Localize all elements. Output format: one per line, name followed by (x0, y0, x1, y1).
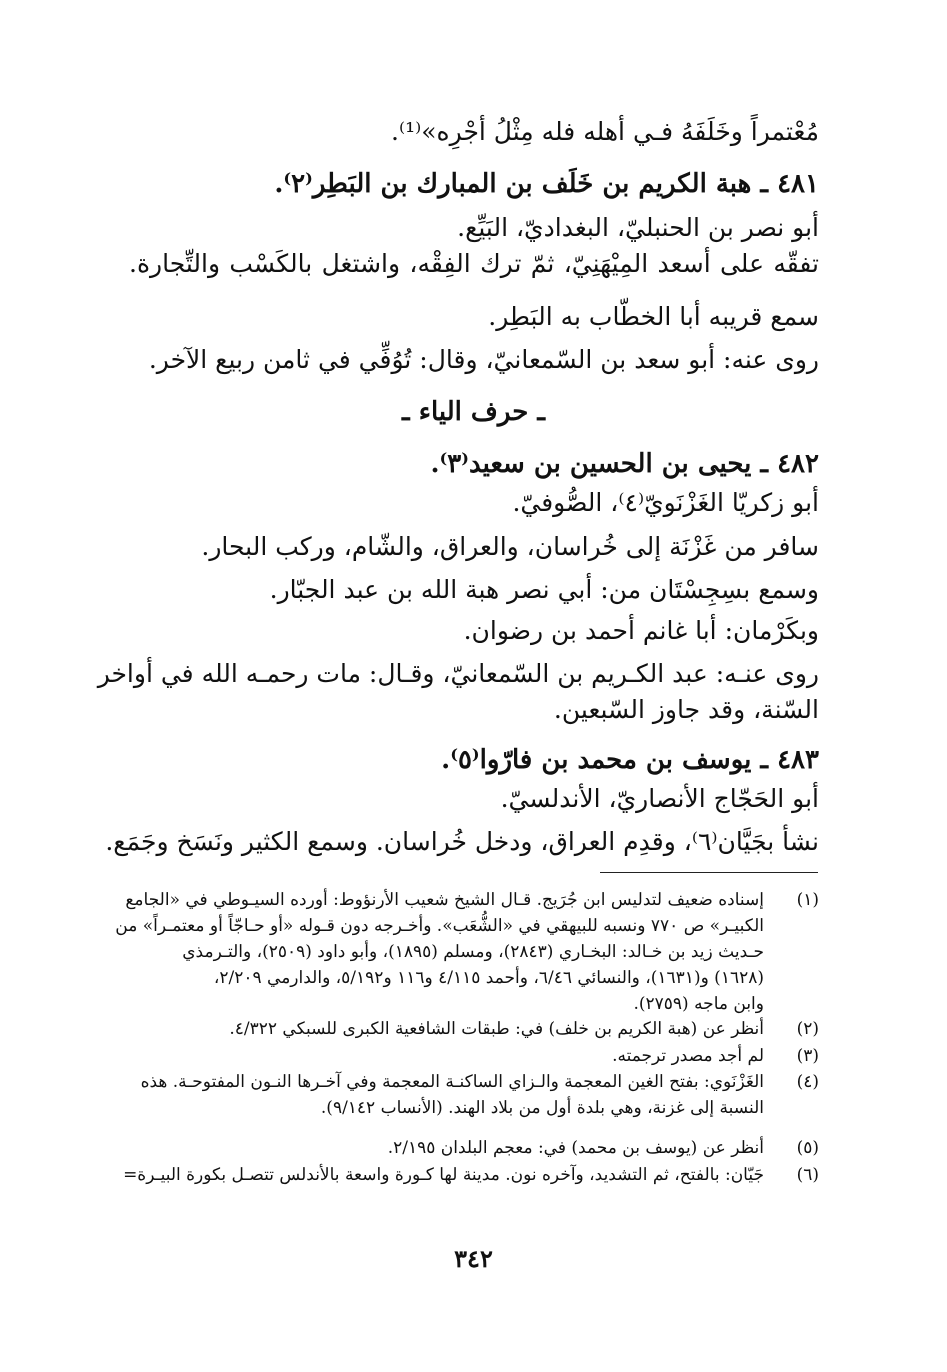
text-line: نشأ بجَيَّان⁽٦⁾، وقدِم العراق، ودخل خُراسان. وسمع الكثير ونَسَخ وجَمَع. (105, 827, 819, 856)
footnote-number: (٥) (796, 1138, 819, 1158)
text-line: أبو نصر بن الحنبليّ، البغداديّ، البَيِّع. (457, 213, 819, 242)
entry-heading-481: ٤٨١ ـ هبة الكريم بن خَلَف بن المبارك بن البَطِر⁽٢⁾. (274, 169, 819, 199)
footnote-2 (129, 1018, 819, 1041)
footnote-5 (129, 1137, 819, 1160)
footnote-number: (٤) (796, 1072, 819, 1092)
footnote-6 (123, 1164, 819, 1187)
footnote-text: جَيّان: بالفتح، ثم التشديد، وآخره نون. مدينة لها كـورة واسعة بالأندلس تتصـل بكورة البيـرة= (123, 1165, 764, 1185)
footnote-number: (٣) (796, 1046, 819, 1066)
text-line: سافر من غَزْنَة إلى خُراسان، والعراق، والشّام، وركب البحار. (201, 532, 819, 561)
footnote-3 (129, 1045, 819, 1068)
footnote-number: (١) (796, 890, 819, 910)
text-line: روى عنه: أبو سعد بن السّمعانيّ، وقال: تُوُفِّي في ثامن ربيع الآخر. (148, 345, 819, 374)
page-number: ٣٤٢ (454, 1244, 493, 1273)
text-line: السّنة، وقد جاوز السّبعين. (553, 695, 819, 724)
footnote-4 (129, 1071, 819, 1094)
text-line: مُعْتمراً وخَلَفَهُ فـي أهله فله مِثْلُ أجْرِه»⁽¹⁾. (391, 117, 819, 146)
footnote-text: الكبيـر» ص ٧٧٠ ونسبه للبيهقي في «الشُّعَب». وأخـرجه دون قـوله «أو حـاجّاً أو معتمـراً» من (115, 916, 764, 936)
footnote-text: حـديث زيد بن خـالد: البخـاري (٢٨٤٣)، ومسلم (١٨٩٥)، وأبو داود (٢٥٠٩)، والتـرمذي (182, 942, 764, 962)
footnote-text: النسبة إلى غزنة، وهي بلدة أول من بلاد الهند. (الأنساب ٩/١٤٢). (320, 1098, 764, 1118)
footnote-text: إسناده ضعيف لتدليس ابن جُرَيج. قـال الشيخ شعيب الأرنؤوط: أورده السيـوطي في «الجامع (125, 890, 764, 910)
footnote-number: (٦) (796, 1165, 819, 1185)
text-line: وبكَرْمان: أبا غانم أحمد بن رضوان. (463, 616, 819, 645)
footnote-separator (600, 872, 818, 873)
text-line: تفقّه على أسعد المِيْهَنِيّ، ثمّ ترك الفِقْه، واشتغل بالكَسْب والتِّجارة. (129, 249, 819, 278)
section-heading: ـ حرف الياء ـ (402, 397, 545, 427)
text-line: أبو الحَجّاج الأنصاريّ، الأندلسيّ. (500, 784, 819, 813)
entry-heading-483: ٤٨٣ ـ يوسف بن محمد بن فارّوا⁽٥⁾. (441, 745, 819, 775)
footnote-text: أنظر عن (يوسف بن محمد) في: معجم البلدان ٢/١٩٥. (387, 1138, 764, 1158)
text-line: سمع قريبه أبا الخطّاب به البَطِر. (488, 302, 819, 331)
footnote-text: (١٦٢٨) و(١٦٣١)، والنسائي ٦/٤٦، وأحمد ٤/١١٥ و١١٦ و٥/١٩٢، والدارمي ٢/٢٠٩، (213, 968, 764, 988)
entry-heading-482: ٤٨٢ ـ يحيى بن الحسين بن سعيد⁽٣⁾. (430, 449, 819, 479)
text-line: روى عنـه: عبد الكـريم بن السّمعانيّ، وقـال: مات رحمـه الله في أواخر (97, 659, 819, 688)
footnote-1 (125, 889, 819, 912)
footnote-text: أنظر عن (هبة الكريم بن خلف) في: طبقات الشافعية الكبرى للسبكي ٤/٣٢٢. (229, 1019, 764, 1039)
text-line: وسمع بسِجِسْتَان من: أبي نصر هبة الله بن عبد الجبّار. (269, 575, 819, 604)
footnote-text: الغَزْنَوي: بفتح الغين المعجمة والـزاي الساكنـة المعجمة وفي آخـرها النـون المفتوحـة. هذه (140, 1072, 764, 1092)
footnote-number: (٢) (796, 1019, 819, 1039)
footnote-text: لم أجد مصدر ترجمته. (612, 1046, 764, 1066)
text-line: أبو زكريّا الغَزْنَويّ⁽٤⁾، الصُّوفيّ. (512, 488, 819, 517)
footnote-text: وابن ماجه (٢٧٥٩). (633, 994, 764, 1014)
